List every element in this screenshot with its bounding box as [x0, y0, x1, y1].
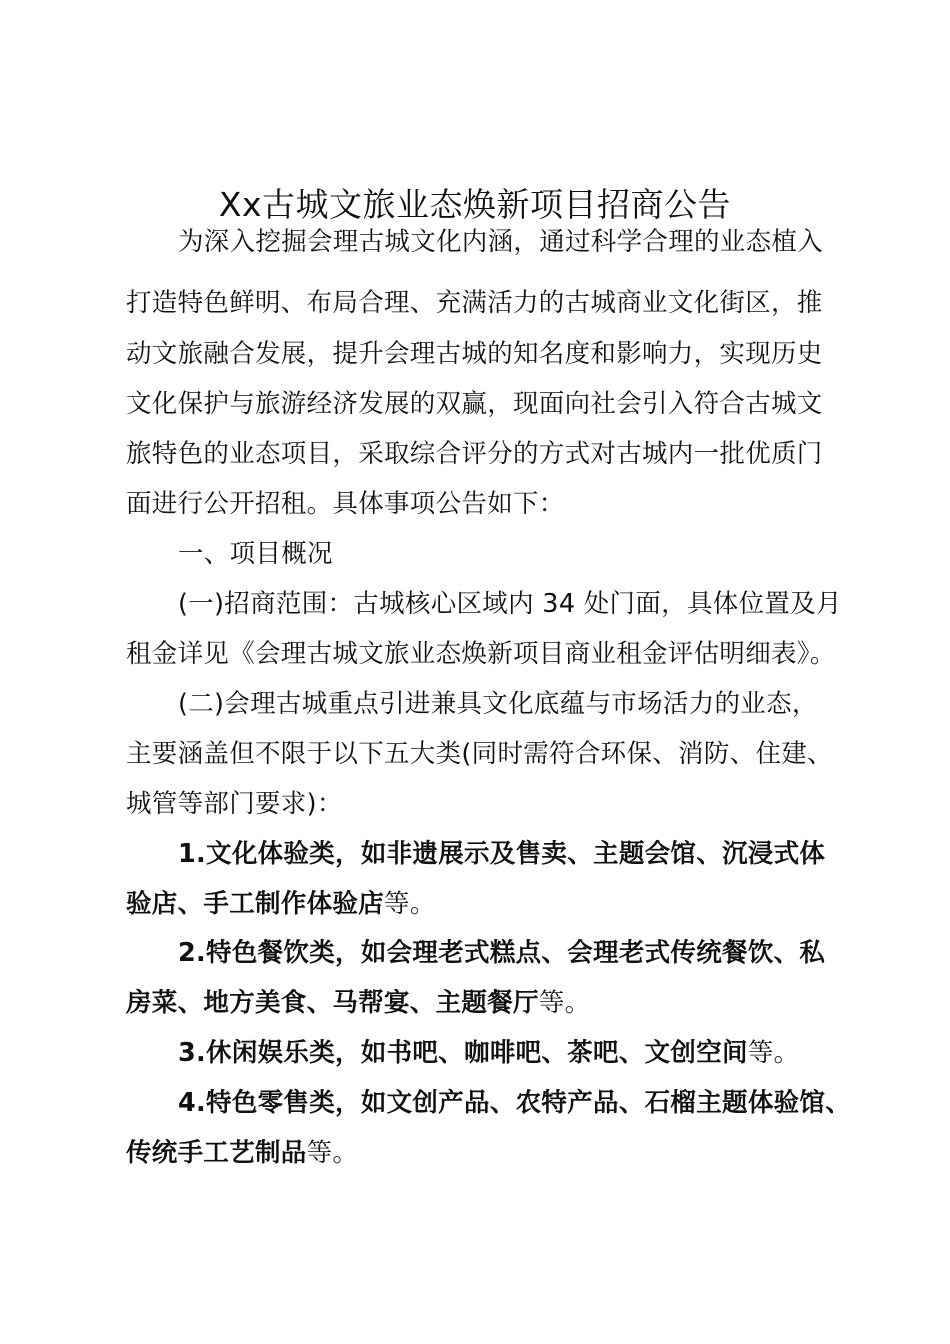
item2-line-3: 城管等部门要求)：	[126, 789, 343, 819]
section-heading-project-overview: 一、项目概况	[178, 539, 333, 569]
intro-line-3: 动文旅融合发展，提升会理古城的知名度和影响力，实现历史	[126, 339, 823, 369]
category1-line-2	[126, 884, 436, 924]
category3-line-1-bold: 3.休闲娱乐类，如书吧、咖啡吧、茶吧、文创空间	[178, 1038, 748, 1068]
category3-line-1	[178, 1033, 799, 1073]
item1-line-1: (一)招商范围：古城核心区域内 34 处门面，具体位置及月	[178, 589, 842, 619]
document-title: Xx古城文旅业态焕新项目招商公告	[218, 185, 732, 224]
category4-line-2-bold: 传统手工艺制品	[126, 1138, 307, 1168]
category3-tail: 等。	[747, 1038, 800, 1068]
category4-line-1: 4.特色零售类，如文创产品、农特产品、石榴主题体验馆、	[178, 1088, 852, 1118]
intro-line-5: 旅特色的业态项目，采取综合评分的方式对古城内一批优质门	[126, 439, 823, 469]
category1-line-1: 1.文化体验类，如非遗展示及售卖、主题会馆、沉浸式体	[178, 839, 826, 869]
category1-tail: 等。	[384, 889, 436, 919]
category4-line-2	[126, 1133, 358, 1173]
category2-line-2-bold: 房菜、地方美食、马帮宴、主题餐厅	[126, 988, 539, 1018]
category2-line-2	[126, 983, 590, 1023]
intro-line-1: 为深入挖掘会理古城文化内涵，通过科学合理的业态植入	[178, 227, 824, 257]
intro-line-4: 文化保护与旅游经济发展的双赢，现面向社会引入符合古城文	[126, 389, 823, 419]
intro-line-6: 面进行公开招租。具体事项公告如下：	[126, 489, 565, 519]
item2-line-1: (二)会理古城重点引进兼具文化底蕴与市场活力的业态，	[178, 689, 818, 719]
category2-tail: 等。	[538, 988, 591, 1018]
item2-line-2: 主要涵盖但不限于以下五大类(同时需符合环保、消防、住建、	[126, 739, 833, 769]
category1-line-2-bold: 验店、手工制作体验店	[126, 889, 385, 919]
category4-tail: 等。	[306, 1138, 359, 1168]
category2-line-1: 2.特色餐饮类，如会理老式糕点、会理老式传统餐饮、私	[178, 938, 826, 968]
item1-line-2: 租金详见《会理古城文旅业态焕新项目商业租金评估明细表》。	[126, 639, 836, 669]
intro-line-2: 打造特色鲜明、布局合理、充满活力的古城商业文化街区，推	[126, 288, 823, 318]
